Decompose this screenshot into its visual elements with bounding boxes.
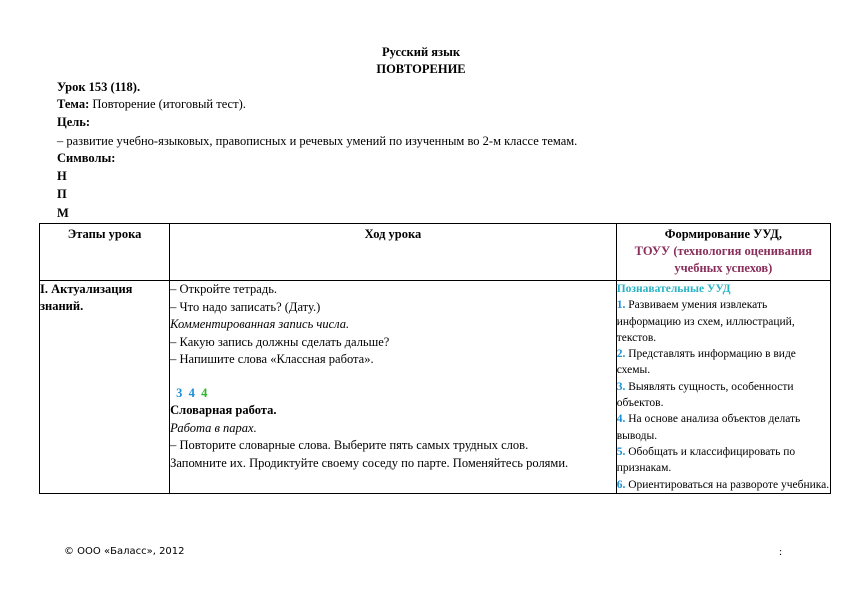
vocab-title: Словарная работа.	[170, 403, 277, 417]
course-line: – Что надо записать? (Дату.)	[170, 299, 321, 314]
uud-cell	[616, 281, 830, 494]
header-touu-line3: учебных успехов)	[674, 261, 773, 275]
course-line: – Напишите слова «Классная работа».	[170, 352, 374, 366]
stage-cell: I. Актуализация знаний.	[40, 281, 170, 494]
uud-item: 3. Выявлять сущность, особенности объектов.	[616, 380, 794, 410]
symbol-numbers	[170, 385, 616, 403]
course-cell	[170, 281, 617, 494]
topic-value: Повторение (итоговый тест).	[92, 97, 246, 111]
goal-text: – развитие учебно-языковых, правописных и речевых умений по изученным во 2-м классе темам.	[57, 134, 578, 148]
header-stages: Этапы урока	[40, 224, 170, 281]
header-uud-line1: Формирование УУД,	[664, 227, 782, 241]
number-3: 3	[176, 385, 183, 400]
vocab-task-2: Запомните их. Продиктуйте своему соседу по парте. Поменяйтесь ролями.	[170, 455, 569, 470]
copyright-footer: © ООО «Баласс», 2012	[64, 546, 185, 557]
number-4-blue: 4	[188, 385, 195, 400]
symbol-n: Н	[57, 169, 67, 183]
header-uud	[616, 224, 830, 281]
page-mark: :	[779, 546, 783, 558]
symbol-m: М	[57, 206, 69, 220]
course-line: – Какую запись должны сделать дальше?	[170, 334, 390, 349]
uud-heading: Познавательные УУД	[616, 283, 731, 295]
topic-label: Тема:	[57, 97, 90, 111]
uud-item: 2. Представлять информацию в виде схемы.	[616, 348, 796, 377]
symbol-p: П	[57, 187, 67, 201]
uud-item: 5. Обобщать и классифицировать по признакам.	[616, 445, 796, 475]
page-title: ПОВТОРЕНИЕ	[376, 62, 466, 76]
lesson-topic	[57, 97, 246, 112]
number-4-green: 4	[201, 385, 208, 400]
header-touu-line2: ТОУУ (технология оценивания	[634, 244, 813, 258]
header-course: Ход урока	[170, 224, 617, 281]
course-line: Комментированная запись числа.	[170, 317, 350, 331]
table-row	[40, 281, 831, 494]
goal-label: Цель:	[57, 115, 91, 129]
subject-title: Русский язык	[381, 45, 461, 59]
uud-item: 1. Развиваем умения извлекать информацию из схем, иллюстраций, текстов.	[616, 299, 795, 344]
table-header-row	[40, 224, 831, 281]
course-line: – Откройте тетрадь.	[170, 282, 278, 296]
symbols-label: Символы:	[57, 151, 116, 165]
vocab-task-1: – Повторите словарные слова. Выберите пять самых трудных слов.	[170, 438, 529, 452]
lesson-table	[39, 223, 831, 494]
uud-item: 4. На основе анализа объектов делать выводы.	[616, 413, 801, 442]
lesson-number: Урок 153 (118).	[57, 80, 141, 94]
pairs-work: Работа в парах.	[170, 420, 257, 435]
uud-item: 6. Ориентироваться на развороте учебника.	[616, 478, 830, 491]
